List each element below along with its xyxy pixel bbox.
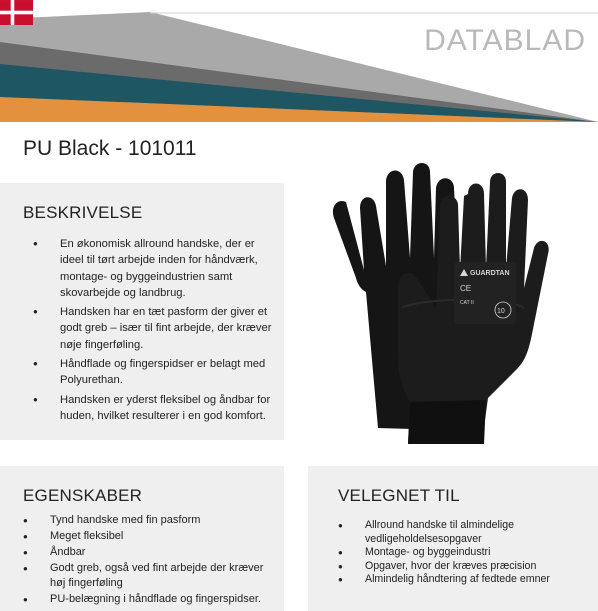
list-item: ● Meget fleksibel bbox=[23, 529, 278, 544]
list-item: ● Opgaver, hvor der kræves præcision bbox=[338, 560, 593, 574]
header-banner bbox=[0, 0, 598, 125]
list-item: ● Godt greb, også ved fint arbejde der kræver høj fingerføling bbox=[23, 561, 278, 592]
glove-cat-text: CAT II bbox=[460, 300, 474, 306]
list-item: ● Almindelig håndtering af fedtede emner bbox=[338, 573, 593, 587]
list-item: ● Tynd handske med fin pasform bbox=[23, 513, 278, 528]
datasheet-title: DATABLAD bbox=[424, 24, 586, 57]
properties-heading: EGENSKABER bbox=[23, 486, 143, 505]
description-list bbox=[33, 236, 273, 427]
suitable-list bbox=[338, 519, 593, 587]
glove-image bbox=[318, 158, 550, 446]
description-panel bbox=[0, 183, 284, 440]
list-item: ● Allround handske til almindelige vedligeholdelsesopgaver bbox=[338, 519, 593, 546]
list-item: ● En økonomisk allround handske, der er ideel til tørt arbejde inden for håndværk, montage- og byggeindustrien samt skovarbejde og landbrug. bbox=[33, 236, 273, 301]
stripe-graphic bbox=[0, 0, 598, 125]
properties-list bbox=[23, 513, 278, 608]
list-item: ● Åndbar bbox=[23, 545, 278, 560]
glove-brand-text: GUARDTAN bbox=[470, 270, 510, 277]
properties-panel bbox=[0, 466, 284, 611]
danish-flag-icon bbox=[0, 0, 33, 25]
suitable-heading: VELEGNET TIL bbox=[338, 486, 460, 505]
suitable-for-panel bbox=[308, 466, 598, 611]
list-item: ● Handsken er yderst fleksibel og åndbar for huden, hvilket resulterer i en god komfort. bbox=[33, 392, 273, 425]
product-title: PU Black - 101011 bbox=[23, 137, 197, 160]
description-heading: BESKRIVELSE bbox=[23, 203, 143, 222]
glove-size-text: 10 bbox=[497, 308, 505, 315]
list-item: ● PU-belægning i håndflade og fingerspidser. bbox=[23, 592, 278, 607]
list-item: ● Håndflade og fingerspidser er belagt med Polyurethan. bbox=[33, 356, 273, 389]
list-item: ● Handsken har en tæt pasform der giver et godt greb – især til fint arbejde, der kræver nøje fingerføling. bbox=[33, 304, 273, 353]
list-item: ● Montage- og byggeindustri bbox=[338, 546, 593, 560]
ce-mark-text: CE bbox=[460, 284, 472, 293]
glove-label bbox=[454, 262, 516, 324]
